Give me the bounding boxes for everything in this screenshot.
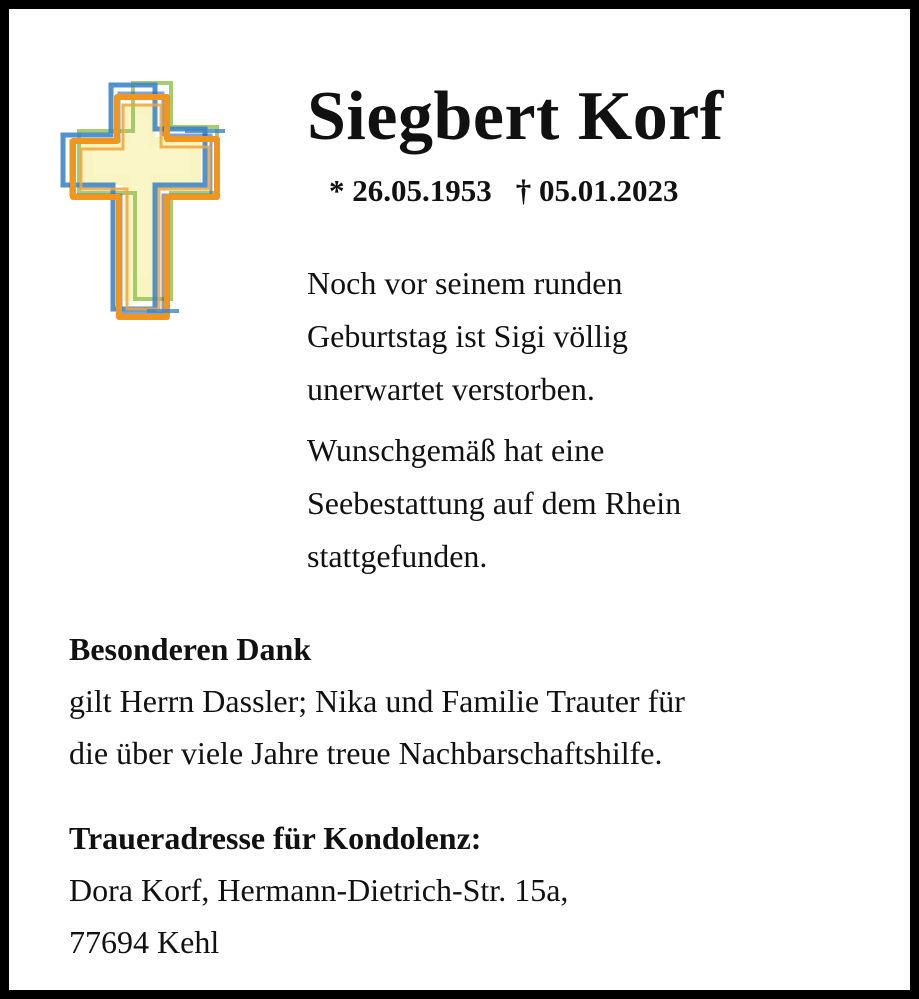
birth-date: * 26.05.1953 [329, 173, 492, 208]
announcement-paragraph [307, 257, 867, 416]
cross-icon [59, 75, 229, 321]
thanks-section [69, 623, 889, 779]
text-line: stattgefunden. [307, 538, 488, 574]
deceased-name: Siegbert Korf [307, 78, 724, 155]
address-line: 77694 Kehl [69, 924, 220, 960]
text-line: Seebestattung auf dem Rhein [307, 485, 682, 521]
text-line: unerwartet verstorben. [307, 371, 595, 407]
burial-paragraph [307, 424, 867, 583]
life-dates [329, 171, 679, 211]
text-line: Wunschgemäß hat eine [307, 432, 605, 468]
address-heading: Traueradresse für Kondolenz: [69, 820, 482, 856]
text-line: Noch vor seinem runden [307, 265, 623, 301]
thanks-heading: Besonderen Dank [69, 631, 312, 667]
text-line: Geburtstag ist Sigi völlig [307, 318, 628, 354]
address-line: Dora Korf, Hermann-Dietrich-Str. 15a, [69, 872, 569, 908]
text-line: gilt Herrn Dassler; Nika und Familie Trauter für [69, 683, 685, 719]
text-line: die über viele Jahre treue Nachbarschaftshilfe. [69, 735, 663, 771]
address-section [69, 812, 889, 968]
death-date: † 05.01.2023 [515, 173, 679, 208]
